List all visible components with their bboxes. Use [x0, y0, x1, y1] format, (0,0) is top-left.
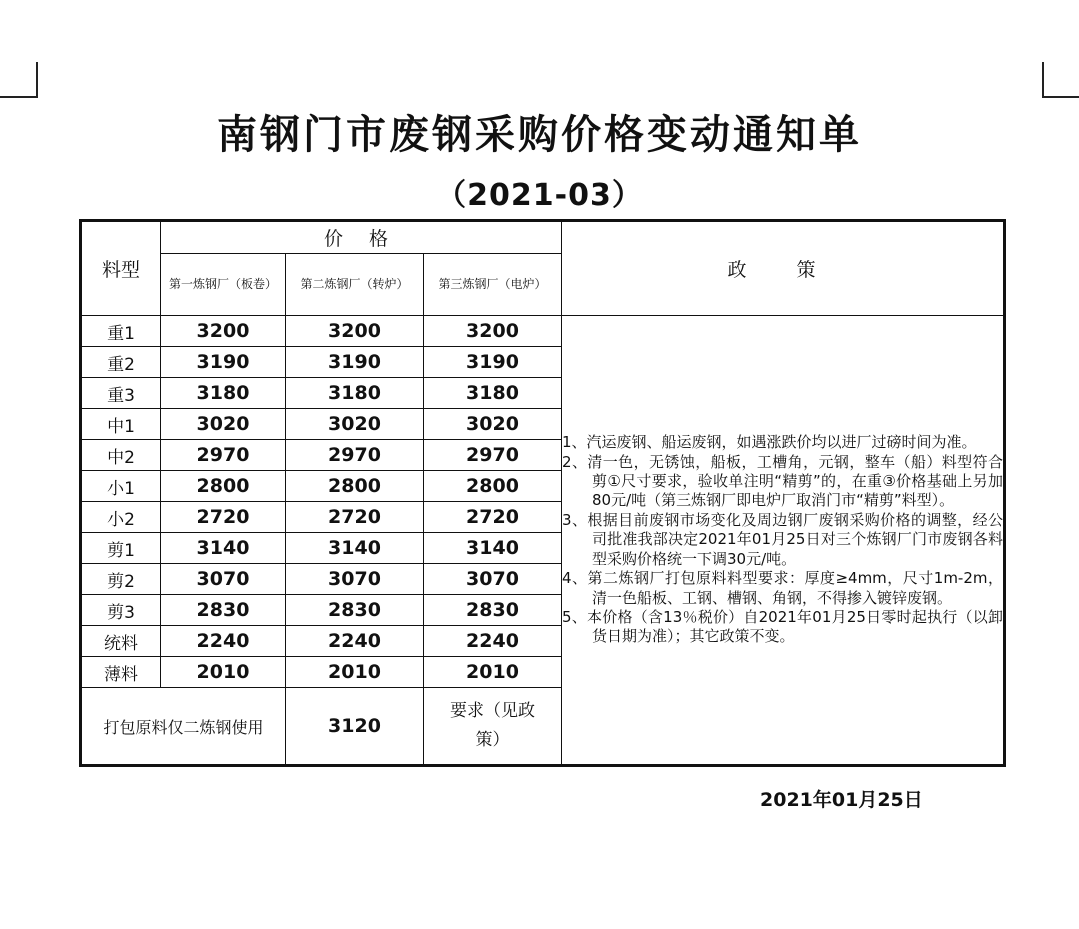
price-plant-3: 3180 [424, 378, 562, 409]
crop-mark-top-right-horizontal [1042, 96, 1079, 98]
price-plant-1: 3140 [161, 533, 286, 564]
row-category: 剪3 [81, 595, 161, 626]
price-plant-3: 2800 [424, 471, 562, 502]
header-material-type: 料型 [81, 221, 161, 316]
price-plant-2: 3190 [286, 347, 424, 378]
header-plant-3: 第三炼钢厂（电炉） [424, 254, 562, 316]
crop-mark-top-left-vertical [36, 62, 38, 98]
policy-item-2: 2、清一色，无锈蚀，船板，工槽角，元钢，整车（船）料型符合剪①尺寸要求，验收单注明“精剪”的，在重③价格基础上另加80元/吨（第三炼钢厂即电炉厂取消门市“精剪”料型）。 [562, 452, 1003, 510]
price-plant-3: 3200 [424, 316, 562, 347]
row-category: 中1 [81, 409, 161, 440]
policy-cell [562, 316, 1005, 766]
price-plant-3: 2830 [424, 595, 562, 626]
row-category: 重2 [81, 347, 161, 378]
table-row [81, 316, 1005, 347]
header-plant-1: 第一炼钢厂（板卷） [161, 254, 286, 316]
price-plant-2: 3180 [286, 378, 424, 409]
price-plant-2: 3140 [286, 533, 424, 564]
price-plant-1: 3190 [161, 347, 286, 378]
header-price: 价 格 [161, 221, 562, 254]
price-plant-1: 2240 [161, 626, 286, 657]
price-plant-2: 2010 [286, 657, 424, 688]
row-category: 重3 [81, 378, 161, 409]
baling-requirement [424, 688, 562, 766]
price-plant-3: 3070 [424, 564, 562, 595]
header-row [81, 221, 1005, 254]
baling-note: 打包原料仅二炼钢使用 [81, 688, 286, 766]
row-category: 剪1 [81, 533, 161, 564]
price-table [79, 219, 1006, 767]
price-plant-2: 3070 [286, 564, 424, 595]
price-plant-1: 2010 [161, 657, 286, 688]
row-category: 统料 [81, 626, 161, 657]
price-plant-1: 3180 [161, 378, 286, 409]
price-plant-1: 2830 [161, 595, 286, 626]
document-date: 2021年01月25日 [760, 789, 923, 811]
row-category: 薄料 [81, 657, 161, 688]
price-plant-2: 2720 [286, 502, 424, 533]
header-policy: 政 策 [562, 221, 1005, 316]
crop-mark-top-left-horizontal [0, 96, 37, 98]
price-plant-1: 3200 [161, 316, 286, 347]
row-category: 重1 [81, 316, 161, 347]
price-plant-3: 3140 [424, 533, 562, 564]
document-subtitle: （2021-03） [436, 178, 643, 213]
price-plant-3: 2010 [424, 657, 562, 688]
price-plant-2: 3020 [286, 409, 424, 440]
row-category: 小1 [81, 471, 161, 502]
row-category: 小2 [81, 502, 161, 533]
price-plant-1: 2800 [161, 471, 286, 502]
header-plant-2: 第二炼钢厂（转炉） [286, 254, 424, 316]
baling-requirement-text: 要求（见政策） [450, 701, 535, 750]
price-plant-1: 3020 [161, 409, 286, 440]
price-plant-3: 3020 [424, 409, 562, 440]
policy-item-4: 4、第二炼钢厂打包原料料型要求：厚度≥4mm，尺寸1m-2m，清一色船板、工钢、槽钢、角钢，不得掺入镀锌废钢。 [562, 569, 1003, 607]
price-plant-2: 3200 [286, 316, 424, 347]
price-plant-1: 2720 [161, 502, 286, 533]
policy-item-3: 3、根据目前废钢市场变化及周边钢厂废钢采购价格的调整，经公司批准我部决定2021年01月25日对三个炼钢厂门市废钢各料型采购价格统一下调30元/吨。 [562, 510, 1003, 568]
price-plant-2: 2800 [286, 471, 424, 502]
policy-item-1: 1、汽运废钢、船运废钢，如遇涨跌价均以进厂过磅时间为准。 [562, 433, 977, 452]
price-plant-3: 3190 [424, 347, 562, 378]
price-plant-3: 2240 [424, 626, 562, 657]
policy-item-5: 5、本价格（含13％税价）自2021年01月25日零时起执行（以卸货日期为准）；其它政策不变。 [562, 607, 1003, 646]
row-category: 剪2 [81, 564, 161, 595]
document-title: 南钢门市废钢采购价格变动通知单 [217, 112, 862, 158]
baling-price: 3120 [286, 688, 424, 766]
price-plant-2: 2240 [286, 626, 424, 657]
price-plant-2: 2970 [286, 440, 424, 471]
row-category: 中2 [81, 440, 161, 471]
price-plant-1: 2970 [161, 440, 286, 471]
price-plant-2: 2830 [286, 595, 424, 626]
price-plant-1: 3070 [161, 564, 286, 595]
price-plant-3: 2970 [424, 440, 562, 471]
crop-mark-top-right-vertical [1042, 62, 1044, 98]
price-plant-3: 2720 [424, 502, 562, 533]
